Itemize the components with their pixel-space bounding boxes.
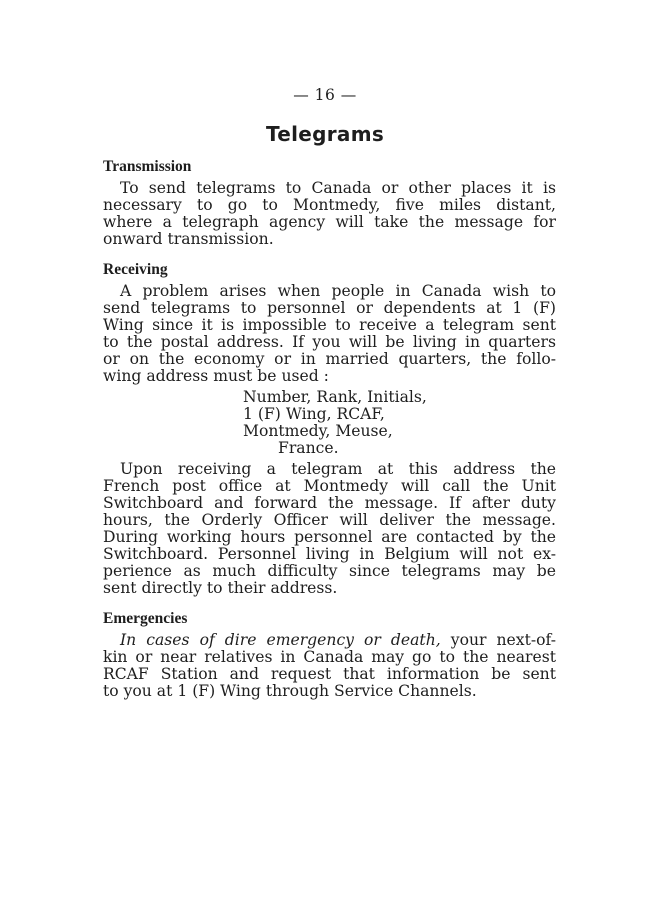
paragraph-line: Wing since it is impossible to receive a telegram sent bbox=[103, 316, 556, 334]
address-line: 1 (F) Wing, RCAF, bbox=[243, 405, 385, 423]
paragraph-line: To send telegrams to Canada or other places it is bbox=[120, 179, 556, 197]
address-line: Montmedy, Meuse, bbox=[243, 422, 393, 440]
paragraph-line: A problem arises when people in Canada wish to bbox=[120, 282, 556, 300]
paragraph-line: During working hours personnel are contacted by the bbox=[103, 528, 556, 546]
paragraph-line: onward transmission. bbox=[103, 230, 274, 248]
paragraph-line: Switchboard. Personnel living in Belgium will not ex- bbox=[103, 545, 556, 563]
paragraph-line: to you at 1 (F) Wing through Service Channels. bbox=[103, 682, 477, 700]
paragraph-line: kin or near relatives in Canada may go to the nearest bbox=[103, 648, 556, 666]
page-number: — 16 — bbox=[293, 86, 357, 104]
paragraph-line: or on the economy or in married quarters, the follo- bbox=[103, 350, 556, 368]
paragraph-text: your next-of- bbox=[440, 631, 556, 649]
paragraph-line: to the postal address. If you will be living in quarters bbox=[103, 333, 556, 351]
paragraph-line: necessary to go to Montmedy, five miles distant, bbox=[103, 196, 556, 214]
paragraph-line: send telegrams to personnel or dependents at 1 (F) bbox=[103, 299, 556, 317]
page-title: Telegrams bbox=[265, 122, 385, 146]
emphasis-text: In cases of dire emergency or death, bbox=[120, 631, 441, 649]
paragraph-line bbox=[120, 632, 556, 649]
paragraph-line: hours, the Orderly Officer will deliver the message. bbox=[103, 511, 556, 529]
section-heading-transmission: Transmission bbox=[103, 158, 192, 175]
section-heading-receiving: Receiving bbox=[103, 261, 168, 278]
paragraph-line: sent directly to their address. bbox=[103, 579, 338, 597]
paragraph-line: wing address must be used : bbox=[103, 367, 329, 385]
paragraph-line: perience as much difficulty since telegrams may be bbox=[103, 562, 556, 580]
paragraph-line: RCAF Station and request that information be sent bbox=[103, 665, 556, 683]
section-heading-emergencies: Emergencies bbox=[103, 610, 188, 627]
paragraph-line: Switchboard and forward the message. If after duty bbox=[103, 494, 556, 512]
paragraph-line: where a telegraph agency will take the message for bbox=[103, 213, 556, 231]
address-line: France. bbox=[278, 439, 339, 457]
paragraph-line: French post office at Montmedy will call the Unit bbox=[103, 477, 556, 495]
address-line: Number, Rank, Initials, bbox=[243, 388, 427, 406]
paragraph-line: Upon receiving a telegram at this address the bbox=[120, 460, 556, 478]
